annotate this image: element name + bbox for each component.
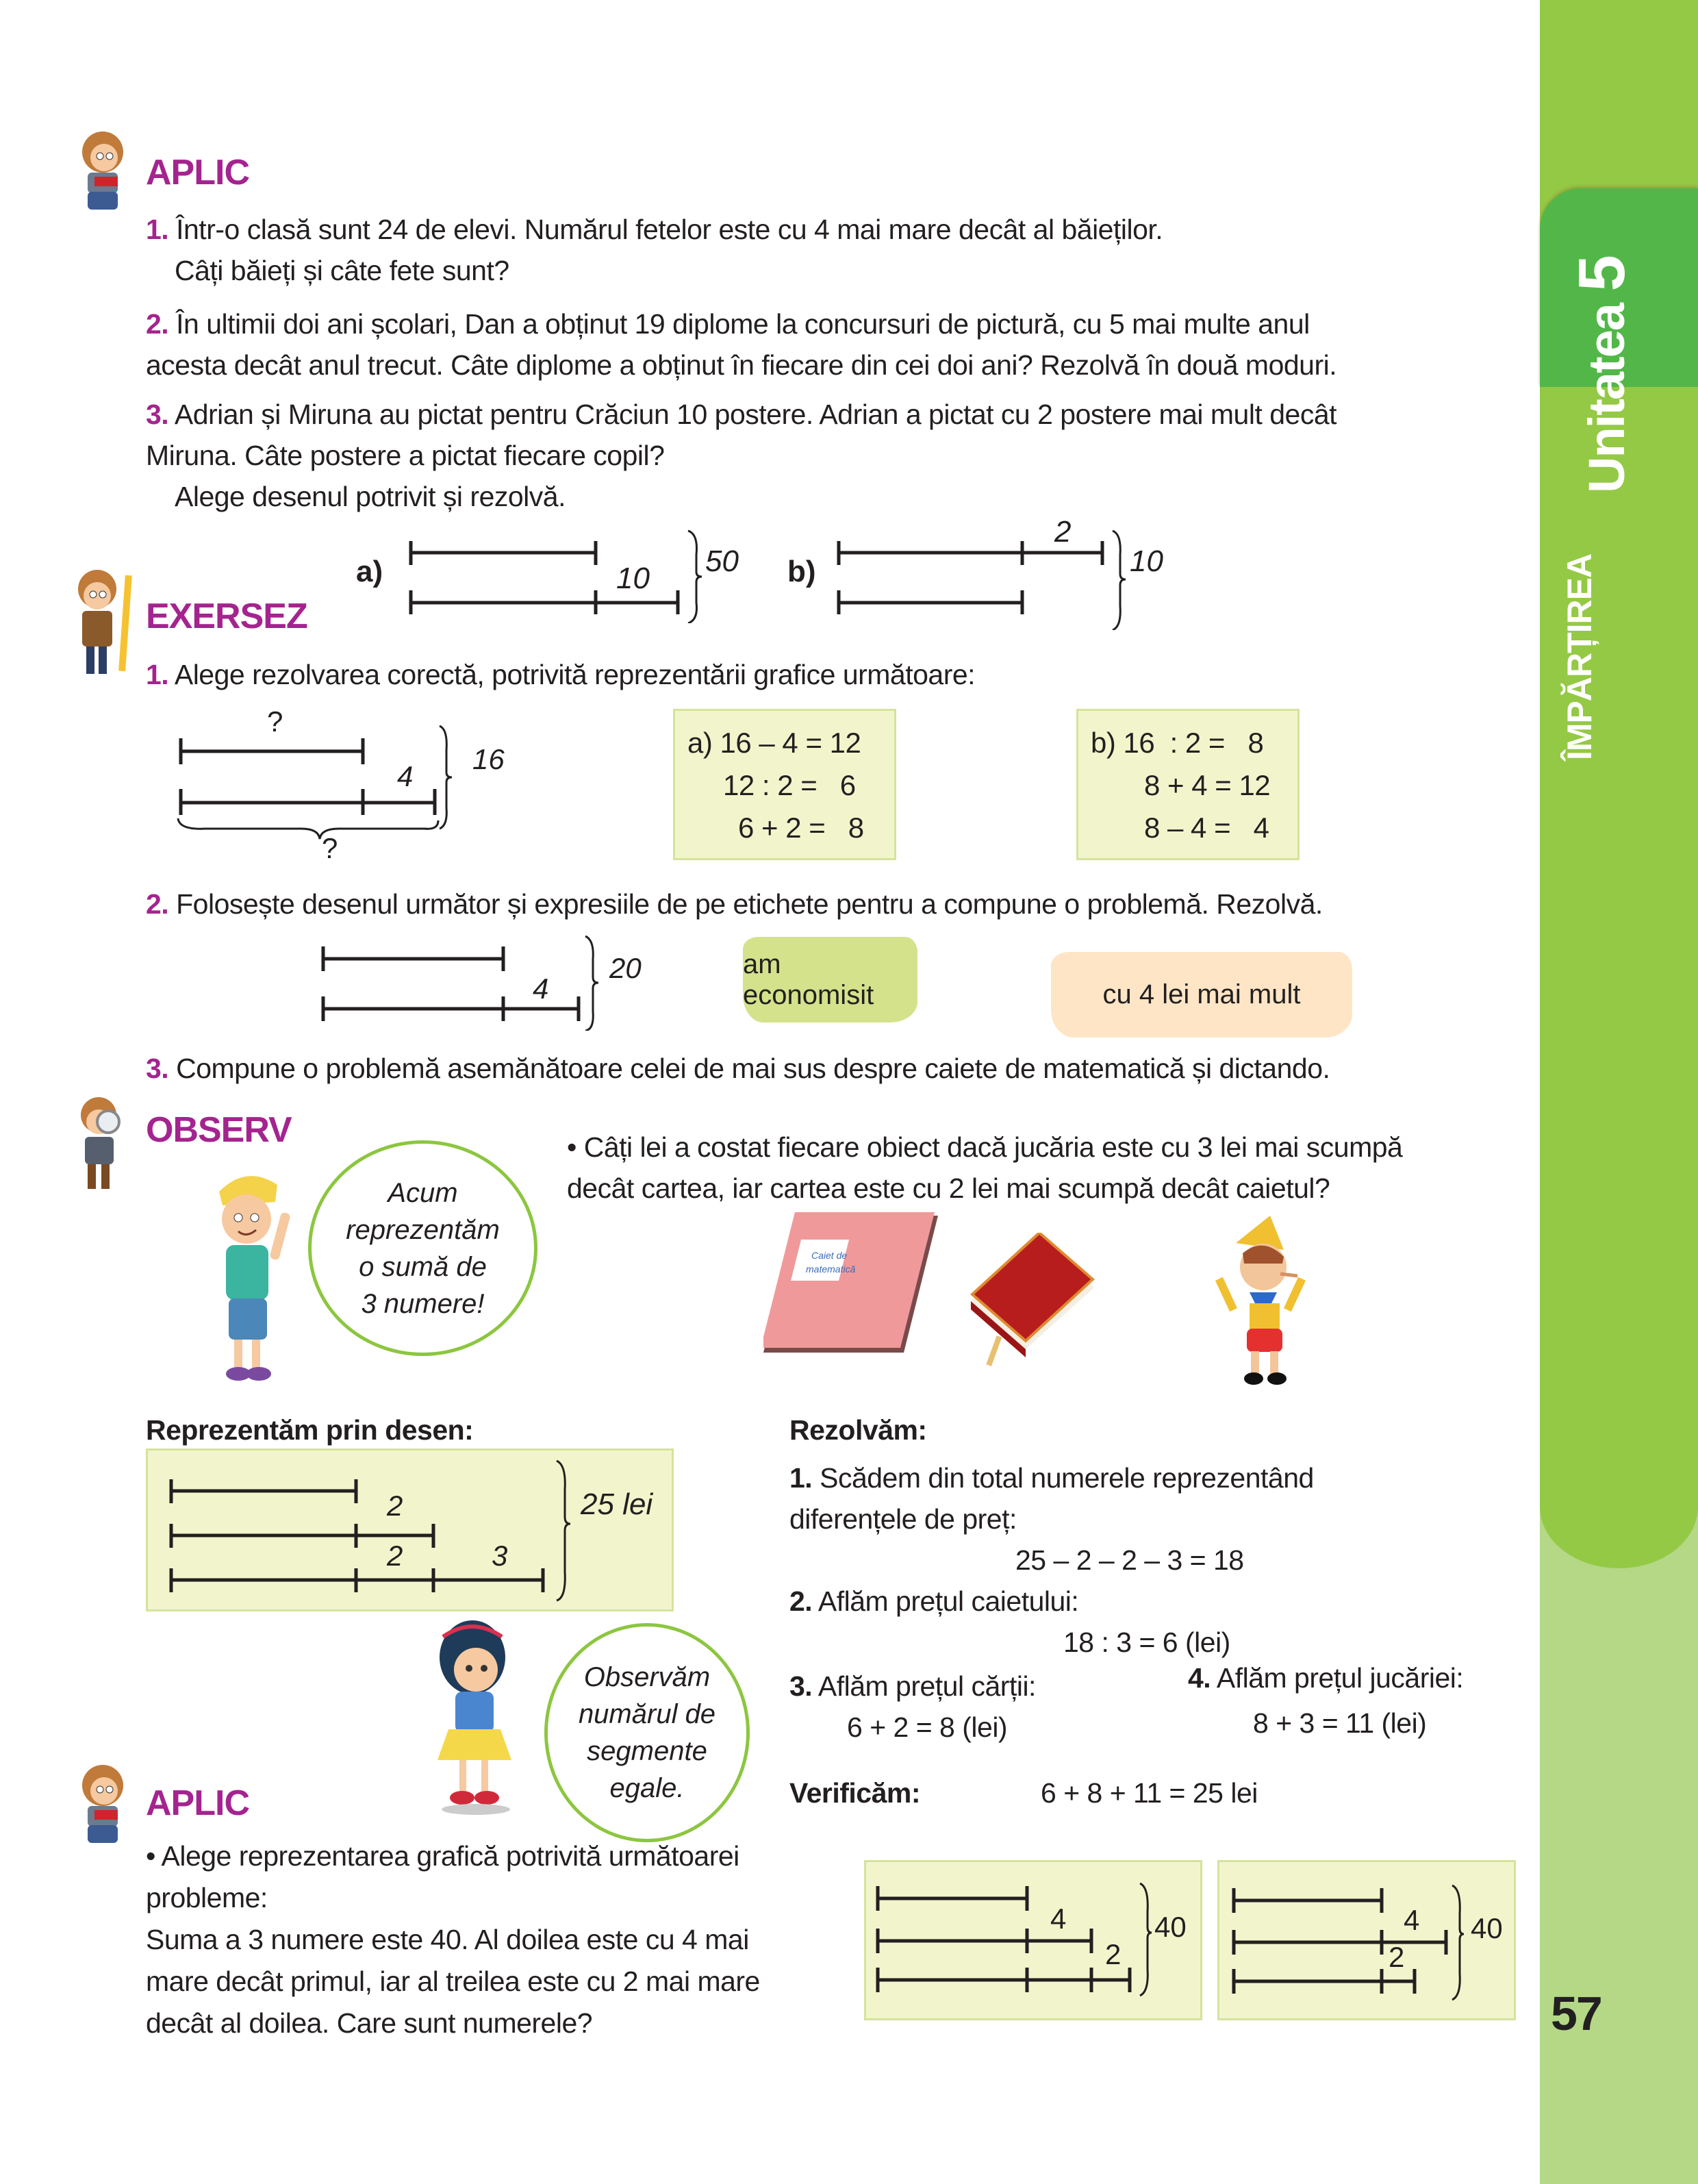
step-calc: 6 + 2 = 8 (lei) xyxy=(847,1711,1008,1743)
step-number: 2. xyxy=(789,1585,813,1617)
toy-pinocchio-illustration xyxy=(1195,1216,1325,1387)
graph-option-2-diagram xyxy=(1217,1860,1512,2016)
boy-waving-illustration xyxy=(199,1164,301,1390)
girl-illustration xyxy=(421,1616,537,1815)
brace xyxy=(585,936,598,1031)
brace xyxy=(1140,1883,1152,1996)
unit-number: 5 xyxy=(1565,256,1638,292)
problem-line: Suma a 3 numere este 40. Al doilea este cu 4 mai xyxy=(146,1924,749,1955)
observ-question xyxy=(567,1127,1402,1209)
option-line: 6 + 2 = 8 xyxy=(738,812,864,844)
boy-with-pencil-icon xyxy=(68,568,144,678)
option2-diff-2: 2 xyxy=(1389,1941,1405,1973)
diagram-b-total: 10 xyxy=(1130,544,1163,578)
section-title-aplic: APLIC xyxy=(146,153,249,192)
item-number: 3. xyxy=(146,1053,169,1084)
total-label: 20 xyxy=(609,952,642,984)
brace xyxy=(557,1461,570,1601)
exersez-item-2 xyxy=(146,883,1323,925)
diagram-a-label: a) xyxy=(356,555,383,588)
item-text: acesta decât anul trecut. Câte diplome a obținut în fiecare din cei doi ani? Rezolvă în două moduri. xyxy=(146,349,1337,381)
item-text: Alege desenul potrivit și rezolvă. xyxy=(175,481,566,512)
option-line: a) 16 – 4 = 12 xyxy=(687,727,861,759)
chapter-title: ÎMPĂRȚIREA xyxy=(1560,553,1599,760)
item-number: 3. xyxy=(146,399,169,430)
bubble-line: o sumă de xyxy=(359,1251,487,1282)
option-b-box[interactable] xyxy=(1076,709,1300,860)
diagram-a-total: 50 xyxy=(705,544,739,578)
problem-line: mare decât primul, iar al treilea este cu 2 mai mare xyxy=(146,1966,760,1997)
brace xyxy=(1113,531,1126,630)
solve-title: Rezolvăm: xyxy=(789,1414,927,1446)
bubble-line: segmente xyxy=(587,1736,707,1766)
item-text: Alege rezolvarea corectă, potrivită reprezentării grafice următoare: xyxy=(174,659,976,690)
expression-tag-saved[interactable]: am economisit xyxy=(743,937,917,1022)
item-text: Miruna. Câte postere a pictat fiecare copil? xyxy=(146,440,665,471)
item-text: Folosește desenul următor și expresiile de pe etichete pentru a compune o problemă. Rezolvă. xyxy=(176,888,1323,920)
total-label: 16 xyxy=(472,743,505,775)
section-title-observ: OBSERV xyxy=(146,1110,292,1150)
option2-total: 40 xyxy=(1471,1912,1503,1944)
brace xyxy=(688,531,702,623)
segment-lines xyxy=(878,1886,1130,1992)
step-number: 4. xyxy=(1188,1662,1211,1694)
diff-label-3: 3 xyxy=(492,1540,508,1572)
expression-tag-more[interactable]: cu 4 lei mai mult xyxy=(1051,952,1352,1038)
item-text: Adrian și Miruna au pictat pentru Crăciun 10 postere. Adrian a pictat cu 2 postere mai mult decât xyxy=(174,399,1337,430)
step-text: diferențele de preț: xyxy=(789,1503,1017,1535)
step-number: 1. xyxy=(789,1462,813,1494)
verify-calc: 6 + 8 + 11 = 25 lei xyxy=(1041,1777,1258,1809)
diagram-b-diff: 2 xyxy=(1054,515,1072,549)
step-text: Scădem din total numerele reprezentând xyxy=(820,1462,1314,1494)
notebook-label: Caiet de xyxy=(811,1250,848,1261)
svg-text:matematică: matematică xyxy=(806,1264,856,1275)
step-calc: 8 + 3 = 11 (lei) xyxy=(1253,1707,1427,1739)
option-line: 8 – 4 = 4 xyxy=(1144,812,1269,844)
boy-with-magnifier-icon xyxy=(73,1096,134,1192)
diff-label: 4 xyxy=(533,972,549,1005)
boy-writing-icon-2 xyxy=(74,1763,136,1846)
item-text: Într-o clasă sunt 24 de elevi. Numărul fetelor este cu 4 mai mare decât al băieților. xyxy=(176,214,1163,245)
top-question: ? xyxy=(267,705,283,738)
verify-label: Verificăm: xyxy=(789,1777,920,1809)
problem-line: probleme: xyxy=(146,1882,268,1913)
total-label: 25 lei xyxy=(581,1488,653,1521)
graph-option-1-diagram xyxy=(864,1860,1198,2016)
book-illustration xyxy=(964,1233,1101,1370)
diff-label-2b: 2 xyxy=(387,1540,403,1572)
step-calc: 18 : 3 = 6 (lei) xyxy=(1063,1627,1230,1658)
question-line: decât cartea, iar cartea este cu 2 lei mai scumpă decât caietul? xyxy=(567,1172,1330,1204)
bubble-line: egale. xyxy=(609,1773,685,1803)
bubble-line: reprezentăm xyxy=(346,1214,500,1245)
step-text: Aflăm prețul jucăriei: xyxy=(1216,1662,1464,1694)
aplic2-problem xyxy=(146,1835,760,2044)
speech-bubble-girl xyxy=(544,1623,750,1842)
bubble-line: 3 numere! xyxy=(361,1288,485,1319)
bottom-brace xyxy=(178,818,438,839)
item-number: 2. xyxy=(146,308,169,340)
step-text: Aflăm prețul cărții: xyxy=(818,1670,1036,1702)
bubble-line: Acum xyxy=(388,1177,458,1208)
diagram-a-diff: 10 xyxy=(616,562,650,595)
item-number: 1. xyxy=(146,214,169,245)
page-number: 57 xyxy=(1551,1987,1601,2040)
problem-line: • Alege reprezentarea grafică potrivită următoarei xyxy=(146,1840,739,1872)
diff-label: 4 xyxy=(397,760,414,792)
diagram-b-label: b) xyxy=(787,555,816,588)
option-line: b) 16 : 2 = 8 xyxy=(1091,727,1264,759)
option1-total: 40 xyxy=(1154,1911,1187,1943)
option1-diff-4: 4 xyxy=(1050,1903,1067,1935)
option-line: 12 : 2 = 6 xyxy=(723,769,856,801)
unit-label-text: Unitatea xyxy=(1578,304,1635,493)
exersez-item-3 xyxy=(146,1048,1330,1089)
option-line: 8 + 4 = 12 xyxy=(1144,769,1271,801)
problem-line: decât al doilea. Care sunt numerele? xyxy=(146,2007,593,2039)
diagram-a xyxy=(397,527,753,623)
bubble-line: numărul de xyxy=(578,1699,716,1729)
aplic-item-2 xyxy=(146,303,1336,386)
exersez-item-1 xyxy=(146,654,975,695)
speech-bubble-boy xyxy=(308,1140,537,1356)
solve-step-4 xyxy=(1188,1657,1463,1744)
option-a-box[interactable] xyxy=(673,709,896,860)
step-calc: 25 – 2 – 2 – 3 = 18 xyxy=(1015,1544,1244,1576)
diff-label-2a: 2 xyxy=(387,1490,403,1522)
question-line: • Câți lei a costat fiecare obiect dacă jucăria este cu 3 lei mai scumpă xyxy=(567,1131,1403,1163)
exersez-2-diagram xyxy=(308,935,609,1031)
represent-title: Reprezentăm prin desen: xyxy=(146,1414,474,1446)
option1-diff-2: 2 xyxy=(1105,1938,1122,1970)
boy-writing-icon xyxy=(74,130,136,212)
segment-lines xyxy=(171,1479,543,1592)
item-text: Compune o problemă asemănătoare celei de mai sus despre caiete de matematică și dictando. xyxy=(176,1053,1330,1084)
diagram-b xyxy=(828,527,1130,630)
represent-diagram xyxy=(146,1448,570,1607)
item-text: Câți băieți și câte fete sunt? xyxy=(175,255,509,286)
notebook-illustration xyxy=(763,1212,948,1356)
bubble-line: Observăm xyxy=(583,1662,711,1692)
aplic-item-3 xyxy=(146,394,1336,517)
item-number: 1. xyxy=(146,659,169,690)
option2-diff-4: 4 xyxy=(1404,1904,1420,1936)
step-text: Aflăm prețul caietului: xyxy=(818,1585,1079,1617)
step-number: 3. xyxy=(789,1670,813,1702)
item-text: În ultimii doi ani școlari, Dan a obținut 19 diplome la concursuri de pictură, cu 5 mai multe anul xyxy=(176,308,1310,340)
unit-label xyxy=(1564,256,1640,493)
brace xyxy=(1452,1885,1464,2000)
solve-step-2 xyxy=(789,1581,1230,1663)
item-number: 2. xyxy=(146,888,169,920)
section-title-aplic-2: APLIC xyxy=(146,1783,249,1823)
section-title-exersez: EXERSEZ xyxy=(146,597,307,636)
right-brace xyxy=(440,726,452,829)
solve-step-1 xyxy=(789,1457,1314,1581)
aplic-item-1 xyxy=(146,209,1163,291)
bottom-question: ? xyxy=(322,832,338,864)
segment-lines xyxy=(839,541,1102,614)
solve-step-3 xyxy=(789,1666,1036,1748)
